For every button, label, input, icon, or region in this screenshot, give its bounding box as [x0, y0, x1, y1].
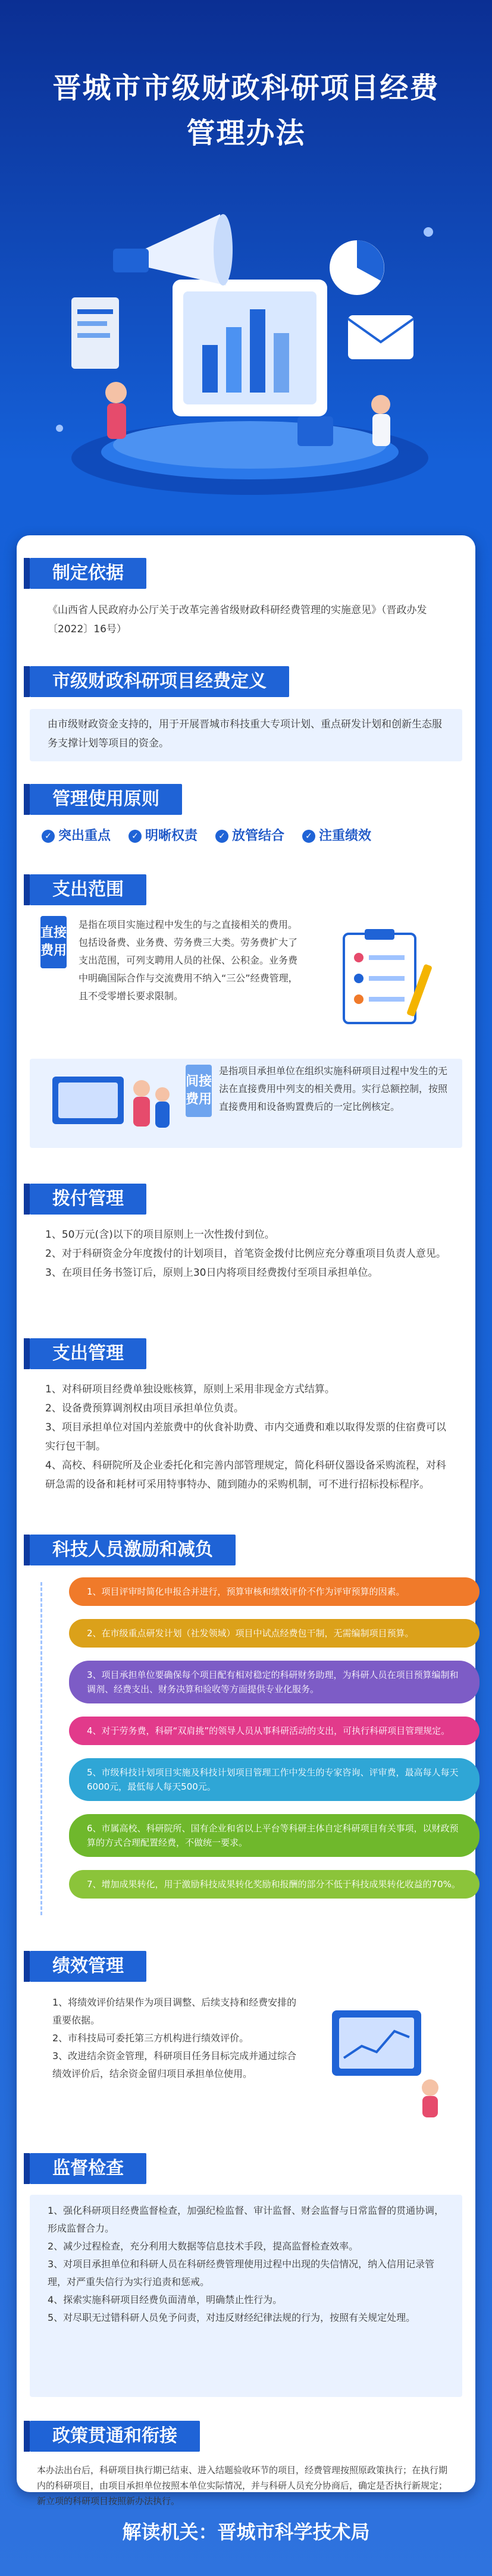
incentive-item: 6、市属高校、科研院所、国有企业和省以上平台等科研主体自定科研项目有关事项，以财政预算的方式合理配置经费，不做统一要求。	[69, 1814, 480, 1857]
check-icon: ✓	[129, 830, 142, 843]
expenditure-item: 3、项目承担单位对国内差旅费中的伙食补助费、市内交通费和难以取得发票的住宿费可以实行包干制。	[45, 1422, 446, 1452]
allocation-item: 3、在项目任务书签订后，原则上30日内将项目经费拨付至项目承担单位。	[45, 1267, 378, 1279]
basis-text: 《山西省人民政府办公厅关于改革完善省级财政科研经费管理的实施意见》（晋政办发〔2022〕16号）	[48, 604, 427, 635]
incentive-item: 5、市级科技计划项目实施及科技计划项目管理工作中发生的专家咨询、评审费，最高每人每天6000元，最低每人每天500元。	[69, 1758, 480, 1801]
principle-item: ✓ 放管结合	[215, 826, 284, 844]
supervision-item: 4、探索实施科研项目经费负面清单，明确禁止性行为。	[48, 2294, 283, 2305]
principles-list	[42, 826, 458, 844]
supervision-list	[48, 2202, 446, 2327]
connection-text: 本办法出台后，科研项目执行期已结束、进入结题验收环节的项目，经费管理按照原政策执行；在执行期内的科研项目，由项目承担单位按照本单位实际情况，并与科研人员充分协商后，确定是否执行新规定；新立项的科研项目按照新办法执行。	[37, 2465, 448, 2506]
expenditure-item: 1、对科研项目经费单独设账核算，原则上采用非现金方式结算。	[45, 1383, 335, 1395]
incentive-item: 7、增加成果转化，用于激励科技成果转化奖励和报酬的部分不低于科技成果转化收益的70%。	[69, 1870, 480, 1899]
page-title	[0, 65, 492, 156]
section-title-expenditure: 支出管理	[30, 1338, 146, 1369]
expenditure-list	[45, 1380, 456, 1494]
people-illustration	[46, 1065, 177, 1142]
section-title-definition: 市级财政科研项目经费定义	[30, 666, 289, 697]
title-line-1: 晋城市市级财政科研项目经费	[52, 71, 440, 105]
supervision-item: 3、对项目承担单位和科研人员在科研经费管理使用过程中出现的失信情况，纳入信用记录管理，对严重失信行为实行追责和惩戒。	[48, 2258, 435, 2288]
principle-item: ✓ 注重绩效	[302, 826, 371, 844]
principle-item: ✓ 明晰权责	[129, 826, 198, 844]
indirect-cost-tag: 间接费用	[186, 1065, 212, 1117]
supervision-item: 5、对尽职无过错科研人员免予问责，对违反财经纪律法规的行为，按照有关规定处理。	[48, 2312, 416, 2323]
title-line-2: 管理办法	[186, 117, 306, 150]
supervision-item: 1、强化科研项目经费监督检查，加强纪检监督、审计监督、财会监督与日常监督的贯通协调，形成监督合力。	[48, 2205, 444, 2234]
section-title-allocation: 拨付管理	[30, 1184, 146, 1215]
allocation-list	[45, 1225, 456, 1282]
incentive-item: 2、在市级重点研发计划（社发领域）项目中试点经费包干制，无需编制项目预算。	[69, 1619, 480, 1648]
performance-item: 3、改进结余资金管理，科研项目任务目标完成并通过综合绩效评价后，结余资金留归项目承担单位使用。	[52, 2050, 297, 2079]
clipboard-illustration	[326, 928, 451, 1029]
section-title-scope: 支出范围	[30, 874, 146, 905]
incentive-item: 4、对于劳务费，科研“双肩挑”的领导人员从事科研活动的支出，可执行科研项目管理规定。	[69, 1717, 480, 1745]
section-title-basis: 制定依据	[30, 558, 146, 589]
allocation-item: 2、对于科研资金分年度拨付的计划项目，首笔资金拨付比例应充分尊重项目负责人意见。	[45, 1248, 446, 1260]
expenditure-item: 4、高校、科研院所及企业委托化和完善内部管理规定，简化科研仪器设备采购流程，对科研急需的设备和耗材可采用特事特办、随到随办的采购机制，可不进行招标投标程序。	[45, 1460, 446, 1491]
section-title-incentive: 科技人员激励和减负	[30, 1535, 236, 1565]
footer-credit: 解读机关：晋城市科学技术局	[122, 2521, 370, 2543]
allocation-item: 1、50万元(含)以下的项目原则上一次性拨付到位。	[45, 1229, 275, 1241]
performance-item: 2、市科技局可委托第三方机构进行绩效评价。	[52, 2032, 249, 2044]
check-icon: ✓	[215, 830, 228, 843]
performance-illustration	[320, 1998, 451, 2117]
indirect-cost-text: 是指项目承担单位在组织实施科研项目过程中发生的无法在直接费用中列支的相关费用。实行总额控制，按照直接费用和设备购置费后的一定比例核定。	[219, 1065, 448, 1112]
check-icon: ✓	[302, 830, 315, 843]
performance-item: 1、将绩效评价结果作为项目调整、后续支持和经费安排的重要依据。	[52, 1997, 297, 2026]
direct-cost-text: 是指在项目实施过程中发生的与之直接相关的费用。包括设备费、业务费、劳务费三大类。劳务费扩大了支出范围，可列支聘用人员的社保、公积金。业务费中明确国际合作与交流费用不纳入“三公”经费管理，且不受零增长要求限制。	[79, 919, 298, 1002]
direct-cost-tag: 直接费用	[40, 916, 67, 968]
content-card	[17, 535, 475, 2506]
supervision-item: 2、减少过程检查，充分利用大数据等信息技术手段，提高监督检查效率。	[48, 2241, 359, 2252]
expenditure-item: 2、设备费预算调剂权由项目承担单位负责。	[45, 1402, 244, 1414]
section-title-supervision: 监督检查	[30, 2153, 146, 2184]
section-title-connection: 政策贯通和衔接	[30, 2421, 200, 2452]
incentive-item: 1、项目评审时简化申报合并进行，预算审核和绩效评价不作为评审预算的因素。	[69, 1577, 480, 1606]
hero-illustration	[24, 178, 468, 512]
principle-item: ✓ 突出重点	[42, 826, 111, 844]
check-icon: ✓	[42, 830, 55, 843]
performance-list	[52, 1994, 302, 2083]
incentive-timeline	[40, 1582, 64, 1915]
incentive-item: 3、项目承担单位要确保每个项目配有相对稳定的科研财务助理，为科研人员在项目预算编制和调剂、经费支出、财务决算和验收等方面提供专业化服务。	[69, 1661, 480, 1703]
section-title-performance: 绩效管理	[30, 1951, 146, 1982]
section-title-principles: 管理使用原则	[30, 784, 182, 815]
definition-text: 由市级财政资金支持的，用于开展晋城市科技重大专项计划、重点研发计划和创新生态服务支撑计划等项目的资金。	[48, 718, 442, 749]
